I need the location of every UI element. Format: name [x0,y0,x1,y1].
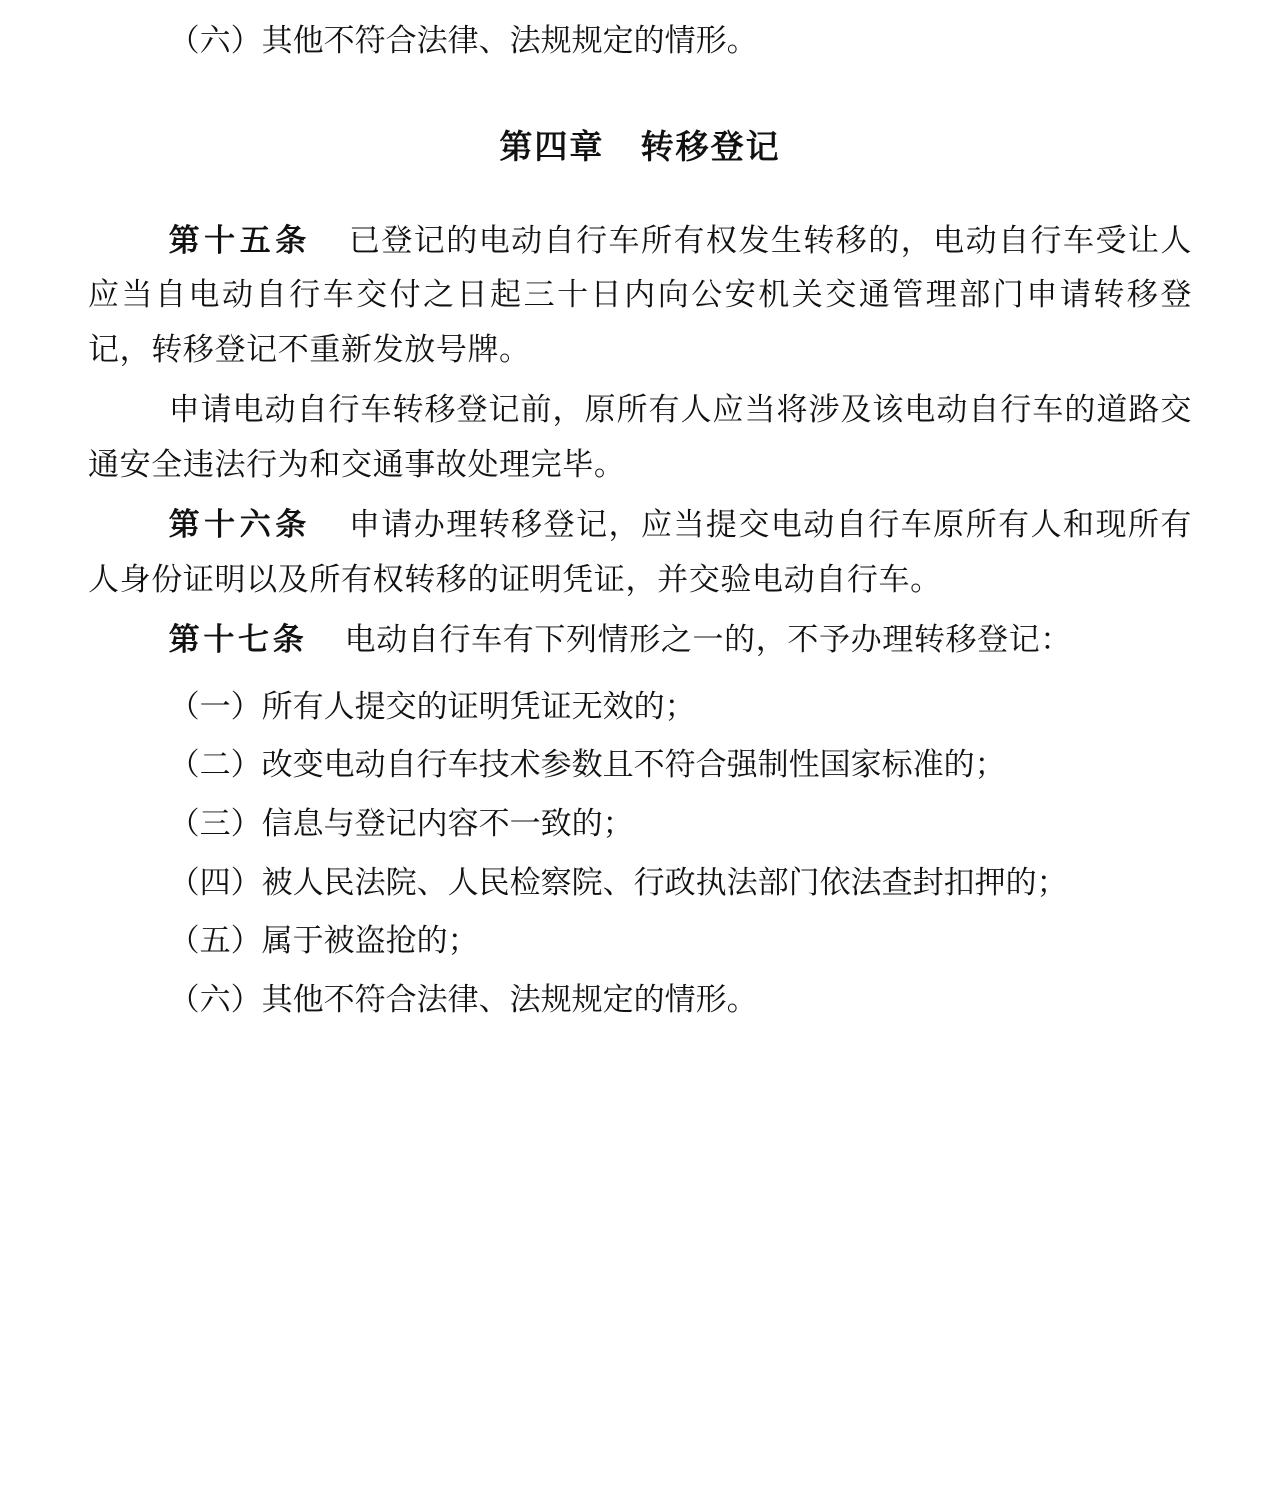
list-item: （六）其他不符合法律、法规规定的情形。 [168,981,758,1018]
article-15-text-1: 已登记的电动自行车所有权发生转移的，电动自行车受让人应当自电动自行车交付之日起三十日内向公安机关交通管理部门申请转移登记，转移登记不重新发放号牌。 [88,222,1192,368]
chapter-heading [88,121,1192,168]
article-number-16: 第十六条 [168,507,311,544]
article-number-15: 第十五条 [168,222,311,259]
article-15-paragraph-1 [88,214,1192,378]
list-item: （一）所有人提交的证明凭证无效的； [168,688,696,725]
article-16-paragraph-1 [88,498,1192,607]
chapter-title: 转移登记 [640,126,781,166]
article-17-text-1: 电动自行车有下列情形之一的，不予办理转移登记： [344,622,1072,659]
list-item-continued: （六）其他不符合法律、法规规定的情形。 [168,23,758,59]
article-number-17: 第十七条 [168,622,308,659]
list-item: （四）被人民法院、人民检察院、行政执法部门依法查封扣押的； [168,864,1068,901]
article-16-text-1: 申请办理转移登记，应当提交电动自行车原所有人和现所有人身份证明以及所有权转移的证明凭证，并交验电动自行车。 [88,507,1192,598]
list-item: （五）属于被盗抢的； [168,923,479,960]
chapter-number: 第四章 [499,126,605,166]
article-17-paragraph-1 [88,613,1192,668]
list-item: （三）信息与登记内容不一致的； [168,806,634,843]
article-15-paragraph-2: 申请电动自行车转移登记前，原所有人应当将涉及该电动自行车的道路交通安全违法行为和交通事故处理完毕。 [88,392,1192,483]
list-item: （二）改变电动自行车技术参数且不符合强制性国家标准的； [168,747,1006,784]
